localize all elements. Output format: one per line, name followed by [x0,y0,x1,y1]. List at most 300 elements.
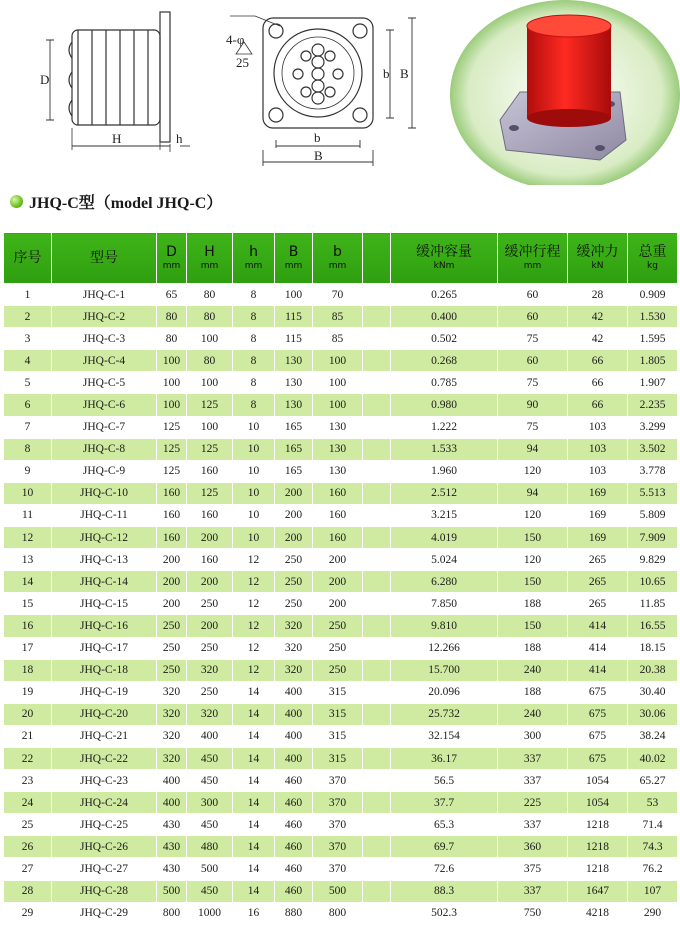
table-row [4,571,678,593]
cell-H: 125 [187,394,233,416]
cell-D: 430 [157,836,187,858]
table-row [4,549,678,571]
cell-buffer-force: 103 [568,460,628,482]
cell-buffer-stroke: 120 [498,549,568,571]
cell-model: JHQ-C-16 [52,615,157,637]
cell-H: 100 [187,416,233,438]
cell-index: 19 [4,681,52,703]
cell-buffer-stroke: 94 [498,482,568,504]
cell-H: 1000 [187,902,233,924]
cell-b: 100 [313,350,363,372]
cell-index: 20 [4,703,52,725]
header-label: 序号 [13,249,42,266]
cell-total-weight: 18.15 [628,637,678,659]
table-row [4,880,678,902]
cell-H: 450 [187,747,233,769]
cell-D: 160 [157,504,187,526]
cell-buffer-stroke: 90 [498,394,568,416]
cell-buffer-stroke: 360 [498,836,568,858]
header-unit: mm [328,261,347,271]
cell-model: JHQ-C-15 [52,593,157,615]
header-label: b [333,244,342,260]
cell-buffer-capacity: 72.6 [391,858,498,880]
cell-blank [363,394,391,416]
cell-D: 200 [157,549,187,571]
cell-H: 125 [187,438,233,460]
cell-model: JHQ-C-1 [52,284,157,306]
cell-H: 100 [187,372,233,394]
cell-buffer-capacity: 69.7 [391,836,498,858]
cell-B: 460 [275,858,313,880]
cell-b: 370 [313,770,363,792]
cell-h: 12 [233,615,275,637]
cell-buffer-force: 675 [568,681,628,703]
top-illustrations [0,0,680,185]
cell-buffer-force: 414 [568,637,628,659]
spec-table [3,232,678,925]
cell-buffer-stroke: 94 [498,438,568,460]
cell-h: 8 [233,394,275,416]
cell-B: 100 [275,284,313,306]
cell-total-weight: 40.02 [628,747,678,769]
cell-buffer-stroke: 150 [498,571,568,593]
cell-buffer-stroke: 75 [498,416,568,438]
cell-D: 400 [157,792,187,814]
cell-total-weight: 5.513 [628,482,678,504]
cell-model: JHQ-C-27 [52,858,157,880]
cell-H: 250 [187,593,233,615]
table-row [4,637,678,659]
cell-buffer-force: 28 [568,284,628,306]
table-body [4,284,678,925]
cell-h: 10 [233,438,275,460]
cell-h: 8 [233,372,275,394]
cell-b: 370 [313,836,363,858]
cell-D: 100 [157,394,187,416]
hole-size-label: 25 [236,55,249,70]
header-label: 总重 [638,244,667,260]
header-label: D [166,244,177,260]
cell-blank [363,284,391,306]
cell-model: JHQ-C-14 [52,571,157,593]
cell-D: 320 [157,725,187,747]
dim-B-bottom-label: B [314,148,323,163]
cell-index: 17 [4,637,52,659]
cell-b: 160 [313,527,363,549]
cell-blank [363,902,391,924]
cell-index: 13 [4,549,52,571]
header-h [233,233,275,284]
cell-total-weight: 16.55 [628,615,678,637]
cell-B: 130 [275,394,313,416]
cell-blank [363,416,391,438]
cell-h: 12 [233,593,275,615]
cell-index: 14 [4,571,52,593]
cell-b: 100 [313,372,363,394]
table-row [4,350,678,372]
cell-blank [363,770,391,792]
cell-B: 460 [275,880,313,902]
table-row [4,747,678,769]
cell-buffer-capacity: 502.3 [391,902,498,924]
cell-b: 160 [313,504,363,526]
header-blank [363,233,391,284]
cell-model: JHQ-C-2 [52,306,157,328]
header-unit: mm [523,261,542,271]
cell-H: 480 [187,836,233,858]
cell-buffer-stroke: 120 [498,460,568,482]
cell-blank [363,792,391,814]
cell-buffer-stroke: 150 [498,615,568,637]
cell-buffer-force: 265 [568,593,628,615]
header-b [313,233,363,284]
cell-blank [363,659,391,681]
cell-buffer-force: 42 [568,306,628,328]
header-unit: mm [162,261,181,271]
cell-index: 2 [4,306,52,328]
cell-buffer-capacity: 0.265 [391,284,498,306]
cell-b: 370 [313,792,363,814]
cell-B: 320 [275,615,313,637]
cell-B: 400 [275,725,313,747]
cell-b: 130 [313,460,363,482]
cell-b: 70 [313,284,363,306]
cell-buffer-stroke: 188 [498,681,568,703]
cell-model: JHQ-C-6 [52,394,157,416]
cell-b: 370 [313,858,363,880]
cell-b: 250 [313,659,363,681]
cell-D: 125 [157,438,187,460]
cell-blank [363,328,391,350]
cell-H: 160 [187,460,233,482]
cell-blank [363,747,391,769]
cell-buffer-force: 4218 [568,902,628,924]
cell-blank [363,460,391,482]
cell-B: 320 [275,637,313,659]
cell-buffer-capacity: 88.3 [391,880,498,902]
table-row [4,792,678,814]
cell-H: 320 [187,703,233,725]
header-label: 型号 [90,249,118,266]
cell-b: 315 [313,681,363,703]
cell-model: JHQ-C-29 [52,902,157,924]
cell-D: 430 [157,814,187,836]
cell-index: 8 [4,438,52,460]
dim-b-bottom-label: b [314,130,321,145]
cell-buffer-capacity: 56.5 [391,770,498,792]
cell-H: 80 [187,284,233,306]
cell-model: JHQ-C-25 [52,814,157,836]
cell-model: JHQ-C-23 [52,770,157,792]
cell-buffer-force: 66 [568,372,628,394]
cell-buffer-force: 169 [568,482,628,504]
cell-index: 22 [4,747,52,769]
cell-B: 250 [275,571,313,593]
cell-B: 115 [275,328,313,350]
header-B [275,233,313,284]
header-unit: kNm [433,261,455,271]
table-row [4,527,678,549]
cell-D: 320 [157,747,187,769]
cell-buffer-capacity: 1.222 [391,416,498,438]
table-row [4,482,678,504]
spec-table-container [3,232,677,925]
cell-buffer-force: 1218 [568,836,628,858]
cell-blank [363,350,391,372]
cell-model: JHQ-C-17 [52,637,157,659]
technical-drawings [0,0,680,185]
cell-model: JHQ-C-11 [52,504,157,526]
header-H [187,233,233,284]
green-bullet-icon [10,195,23,208]
cell-h: 10 [233,504,275,526]
cell-buffer-capacity: 1.960 [391,460,498,482]
cell-blank [363,482,391,504]
cell-h: 10 [233,416,275,438]
cell-D: 160 [157,527,187,549]
cell-b: 160 [313,482,363,504]
header-model [52,233,157,284]
cell-model: JHQ-C-8 [52,438,157,460]
cell-H: 250 [187,681,233,703]
cell-index: 11 [4,504,52,526]
cell-H: 500 [187,858,233,880]
cell-H: 200 [187,571,233,593]
cell-buffer-force: 103 [568,416,628,438]
cell-h: 10 [233,482,275,504]
cell-H: 80 [187,350,233,372]
header-buffer-force [568,233,628,284]
cell-buffer-stroke: 60 [498,306,568,328]
table-row [4,770,678,792]
cell-total-weight: 1.530 [628,306,678,328]
cell-B: 460 [275,792,313,814]
dim-b-right-label: b [383,66,390,81]
cell-total-weight: 3.299 [628,416,678,438]
cell-H: 300 [187,792,233,814]
header-unit: mm [244,261,263,271]
cell-index: 9 [4,460,52,482]
cell-H: 100 [187,328,233,350]
cell-D: 200 [157,571,187,593]
cell-h: 10 [233,460,275,482]
dim-D-label: D [40,72,50,87]
cell-total-weight: 10.65 [628,571,678,593]
table-row [4,615,678,637]
cell-h: 14 [233,703,275,725]
header-total-weight [628,233,678,284]
cell-D: 100 [157,372,187,394]
cell-h: 8 [233,306,275,328]
table-row [4,681,678,703]
cell-buffer-stroke: 337 [498,814,568,836]
cell-B: 115 [275,306,313,328]
cell-total-weight: 11.85 [628,593,678,615]
cell-h: 14 [233,747,275,769]
cell-h: 12 [233,549,275,571]
cell-buffer-stroke: 240 [498,703,568,725]
cell-buffer-stroke: 75 [498,328,568,350]
cell-h: 8 [233,284,275,306]
cell-blank [363,858,391,880]
cell-buffer-capacity: 6.280 [391,571,498,593]
cell-D: 65 [157,284,187,306]
cell-D: 200 [157,593,187,615]
cell-buffer-capacity: 4.019 [391,527,498,549]
table-row [4,372,678,394]
cell-B: 250 [275,549,313,571]
cell-index: 1 [4,284,52,306]
cell-blank [363,814,391,836]
cell-B: 200 [275,504,313,526]
header-buffer-capacity [391,233,498,284]
cell-blank [363,593,391,615]
section-heading [10,190,222,212]
cell-model: JHQ-C-13 [52,549,157,571]
cell-buffer-capacity: 0.980 [391,394,498,416]
cell-buffer-force: 265 [568,571,628,593]
cell-H: 160 [187,504,233,526]
cell-D: 250 [157,637,187,659]
cell-buffer-capacity: 25.732 [391,703,498,725]
cell-h: 12 [233,637,275,659]
cell-B: 460 [275,770,313,792]
cell-buffer-capacity: 5.024 [391,549,498,571]
cell-model: JHQ-C-9 [52,460,157,482]
cell-H: 450 [187,814,233,836]
cell-buffer-capacity: 12.266 [391,637,498,659]
cell-total-weight: 30.40 [628,681,678,703]
cell-buffer-stroke: 225 [498,792,568,814]
cell-buffer-capacity: 0.268 [391,350,498,372]
cell-index: 4 [4,350,52,372]
cell-model: JHQ-C-19 [52,681,157,703]
table-row [4,659,678,681]
cell-buffer-stroke: 188 [498,593,568,615]
cell-B: 460 [275,836,313,858]
table-header-row [4,233,678,284]
cell-h: 12 [233,659,275,681]
cell-total-weight: 71.4 [628,814,678,836]
cell-buffer-capacity: 20.096 [391,681,498,703]
cell-index: 12 [4,527,52,549]
cell-total-weight: 290 [628,902,678,924]
cell-h: 14 [233,880,275,902]
cell-model: JHQ-C-20 [52,703,157,725]
table-row [4,593,678,615]
cell-D: 800 [157,902,187,924]
cell-total-weight: 38.24 [628,725,678,747]
cell-B: 460 [275,814,313,836]
cell-buffer-stroke: 150 [498,527,568,549]
cell-blank [363,527,391,549]
cell-total-weight: 30.06 [628,703,678,725]
cell-total-weight: 1.805 [628,350,678,372]
cell-index: 3 [4,328,52,350]
cell-index: 18 [4,659,52,681]
header-unit: mm [284,261,303,271]
cell-D: 320 [157,703,187,725]
cell-model: JHQ-C-22 [52,747,157,769]
cell-buffer-force: 414 [568,615,628,637]
cell-H: 200 [187,615,233,637]
cell-index: 23 [4,770,52,792]
cell-buffer-capacity: 9.810 [391,615,498,637]
cell-total-weight: 9.829 [628,549,678,571]
cell-buffer-force: 169 [568,504,628,526]
header-index [4,233,52,284]
cell-B: 165 [275,416,313,438]
cell-buffer-force: 66 [568,350,628,372]
header-label: h [249,244,258,260]
cell-model: JHQ-C-21 [52,725,157,747]
header-buffer-stroke [498,233,568,284]
cell-b: 250 [313,637,363,659]
cell-buffer-force: 1218 [568,814,628,836]
cell-D: 400 [157,770,187,792]
cell-D: 320 [157,681,187,703]
cell-total-weight: 1.907 [628,372,678,394]
cell-index: 15 [4,593,52,615]
cell-blank [363,615,391,637]
cell-b: 315 [313,703,363,725]
cell-h: 12 [233,571,275,593]
cell-total-weight: 107 [628,880,678,902]
cell-h: 14 [233,725,275,747]
cell-blank [363,637,391,659]
cell-blank [363,571,391,593]
header-label: B [288,244,299,260]
cell-buffer-force: 675 [568,747,628,769]
header-unit: kg [647,261,658,271]
cell-buffer-force: 414 [568,659,628,681]
table-row [4,858,678,880]
cell-buffer-force: 675 [568,703,628,725]
cell-index: 7 [4,416,52,438]
cell-H: 320 [187,659,233,681]
cell-H: 80 [187,306,233,328]
cell-buffer-capacity: 3.215 [391,504,498,526]
cell-index: 25 [4,814,52,836]
cell-index: 6 [4,394,52,416]
cell-buffer-capacity: 1.533 [391,438,498,460]
cell-index: 24 [4,792,52,814]
table-row [4,306,678,328]
cell-B: 880 [275,902,313,924]
product-photo [450,0,680,185]
header-unit: kN [591,261,604,271]
cell-b: 130 [313,416,363,438]
cell-D: 250 [157,659,187,681]
cell-model: JHQ-C-7 [52,416,157,438]
cell-h: 8 [233,350,275,372]
cell-total-weight: 1.595 [628,328,678,350]
table-row [4,438,678,460]
cell-D: 80 [157,328,187,350]
cell-buffer-force: 675 [568,725,628,747]
cell-total-weight: 2.235 [628,394,678,416]
cell-buffer-stroke: 60 [498,284,568,306]
cell-model: JHQ-C-28 [52,880,157,902]
cell-index: 27 [4,858,52,880]
cell-H: 160 [187,549,233,571]
cell-model: JHQ-C-10 [52,482,157,504]
cell-h: 14 [233,858,275,880]
cell-h: 14 [233,770,275,792]
cell-model: JHQ-C-5 [52,372,157,394]
cell-D: 125 [157,460,187,482]
cell-buffer-stroke: 750 [498,902,568,924]
